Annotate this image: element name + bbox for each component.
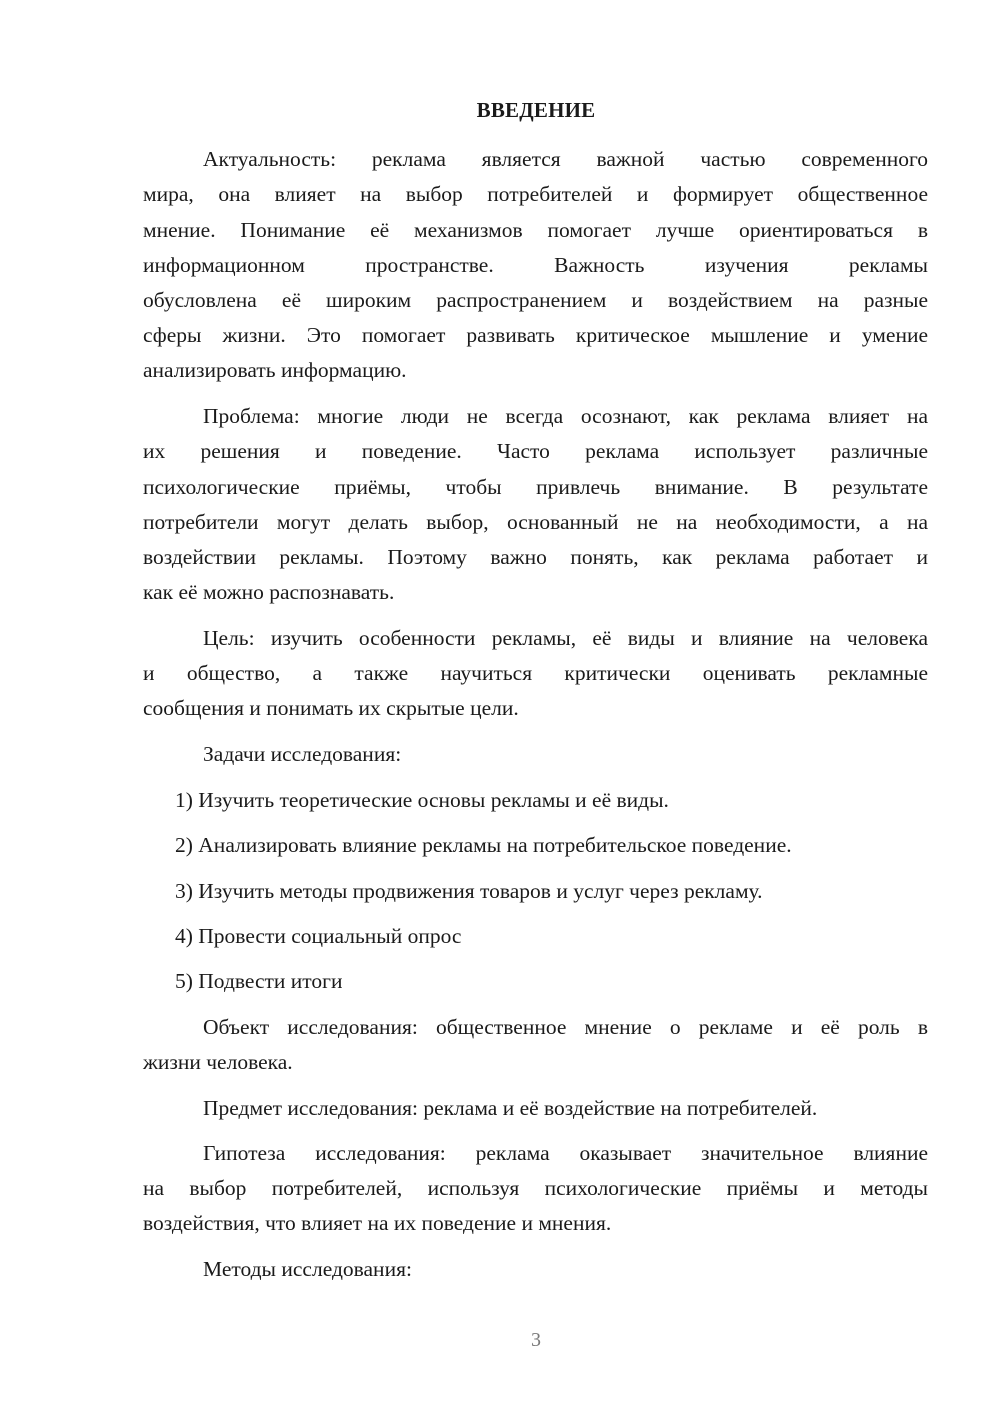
text-line: анализировать информацию.: [143, 358, 407, 382]
text-line: их решения и поведение. Часто реклама использует различные: [143, 439, 928, 463]
text-line: Проблема: многие люди не всегда осознают, как реклама влияет на: [203, 404, 928, 428]
text-line: обусловлена её широким распространением и воздействием на разные: [143, 288, 928, 312]
list-item: 1) Изучить теоретические основы рекламы и её виды.: [175, 788, 669, 812]
paragraph-subject: Предмет исследования: реклама и её воздействие на потребителей.: [203, 1096, 818, 1120]
text-line: информационном пространстве. Важность изучения рекламы: [143, 253, 928, 277]
text-line: воздействия, что влияет на их поведение и мнения.: [143, 1211, 612, 1235]
text-line: на выбор потребителей, используя психологические приёмы и методы: [143, 1176, 928, 1200]
text-line: воздействии рекламы. Поэтому важно понять, как реклама работает и: [143, 545, 928, 569]
text-line: как её можно распознавать.: [143, 580, 395, 604]
tasks-heading: Задачи исследования:: [203, 742, 402, 766]
text-line: мира, она влияет на выбор потребителей и формирует общественное: [143, 182, 928, 206]
methods-heading: Методы исследования:: [203, 1257, 412, 1281]
text-line: психологические приёмы, чтобы привлечь внимание. В результате: [143, 475, 928, 499]
text-line: Объект исследования: общественное мнение о рекламе и её роль в: [203, 1015, 928, 1039]
text-line: Гипотеза исследования: реклама оказывает значительное влияние: [203, 1141, 928, 1165]
list-item: 5) Подвести итоги: [175, 969, 343, 993]
page-number: 3: [531, 1329, 541, 1351]
list-item: 4) Провести социальный опрос: [175, 924, 462, 948]
text-line: и общество, а также научиться критически оценивать рекламные: [143, 661, 928, 685]
text-line: мнение. Понимание её механизмов помогает лучше ориентироваться в: [143, 218, 928, 242]
text-line: Цель: изучить особенности рекламы, её виды и влияние на человека: [203, 626, 928, 650]
list-item: 2) Анализировать влияние рекламы на потребительское поведение.: [175, 833, 792, 857]
section-title: ВВЕДЕНИЕ: [476, 98, 596, 122]
text-line: потребители могут делать выбор, основанный не на необходимости, а на: [143, 510, 928, 534]
text-line: сферы жизни. Это помогает развивать критическое мышление и умение: [143, 323, 928, 347]
text-line: жизни человека.: [143, 1050, 293, 1074]
list-item: 3) Изучить методы продвижения товаров и услуг через рекламу.: [175, 879, 763, 903]
text-line: Актуальность: реклама является важной частью современного: [203, 147, 928, 171]
text-line: сообщения и понимать их скрытые цели.: [143, 696, 519, 720]
